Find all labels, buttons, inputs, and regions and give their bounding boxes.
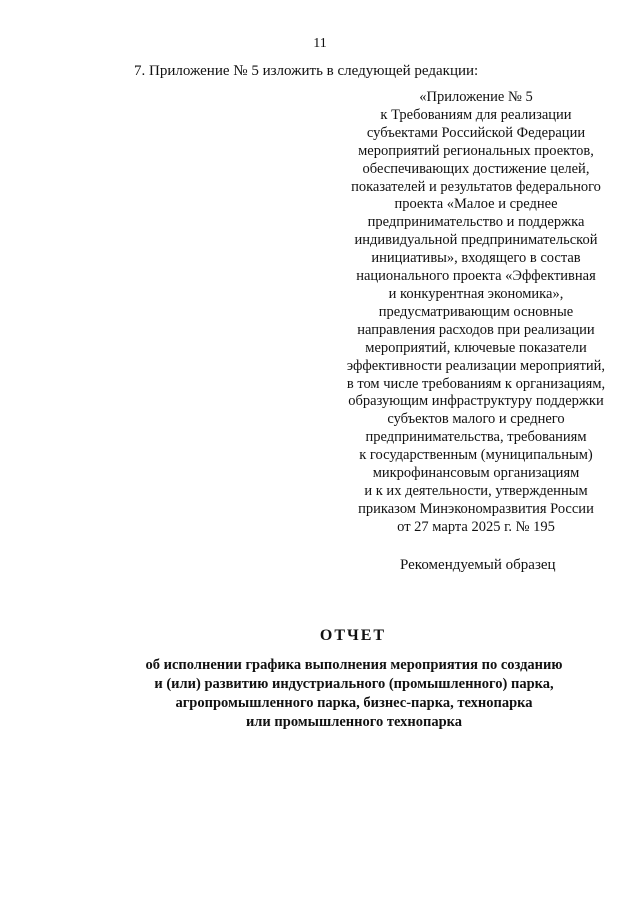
appendix-line: эффективности реализации мероприятий, <box>346 357 606 374</box>
appendix-line: образующим инфраструктуру поддержки <box>348 393 604 410</box>
appendix-line: мероприятий региональных проектов, <box>358 142 594 159</box>
appendix-line: субъектами Российской Федерации <box>366 124 586 141</box>
appendix-line: проекта «Малое и среднее <box>394 196 558 213</box>
appendix-line: от 27 марта 2025 г. № 195 <box>397 518 555 535</box>
appendix-line: приказом Минэкономразвития России <box>358 500 594 517</box>
appendix-line: и конкурентная экономика», <box>388 285 564 302</box>
appendix-line: предпринимательства, требованиям <box>365 429 587 446</box>
appendix-line: «Приложение № 5 <box>419 89 533 105</box>
report-subtitle-line: или промышленного технопарка <box>245 714 463 730</box>
report-title: ОТЧЕТ <box>319 627 387 644</box>
appendix-header <box>330 89 622 537</box>
appendix-line: обеспечивающих достижение целей, <box>362 160 590 177</box>
page-number: 11 <box>313 36 327 51</box>
report-subtitle-line: и (или) развитию индустриального (промышленного) парка, <box>154 676 554 692</box>
appendix-line: микрофинансовым организациям <box>372 465 580 482</box>
report-subtitle-line: об исполнении графика выполнения мероприятия по созданию <box>145 657 563 673</box>
appendix-line: направления расходов при реализации <box>357 321 595 338</box>
appendix-line: к Требованиям для реализации <box>380 106 572 123</box>
appendix-line: и к их деятельности, утвержденным <box>364 482 588 499</box>
appendix-line: к государственным (муниципальным) <box>359 447 593 464</box>
report-subtitle <box>100 656 608 732</box>
appendix-line: предпринимательство и поддержка <box>367 214 585 231</box>
appendix-line: показателей и результатов федерального <box>351 178 601 195</box>
amendment-intro: 7. Приложение № 5 изложить в следующей редакции: <box>134 63 479 79</box>
appendix-line: субъектов малого и среднего <box>387 411 565 428</box>
report-subtitle-line: агропромышленного парка, бизнес-парка, технопарка <box>175 695 533 711</box>
appendix-line: мероприятий, ключевые показатели <box>365 339 587 356</box>
sample-label: Рекомендуемый образец <box>400 557 556 573</box>
appendix-line: национального проекта «Эффективная <box>356 268 596 285</box>
appendix-line: в том числе требованиям к организациям, <box>346 375 606 392</box>
appendix-line: индивидуальной предпринимательской <box>354 232 598 249</box>
appendix-line: предусматривающим основные <box>378 303 574 320</box>
appendix-line: инициативы», входящего в состав <box>371 250 581 267</box>
